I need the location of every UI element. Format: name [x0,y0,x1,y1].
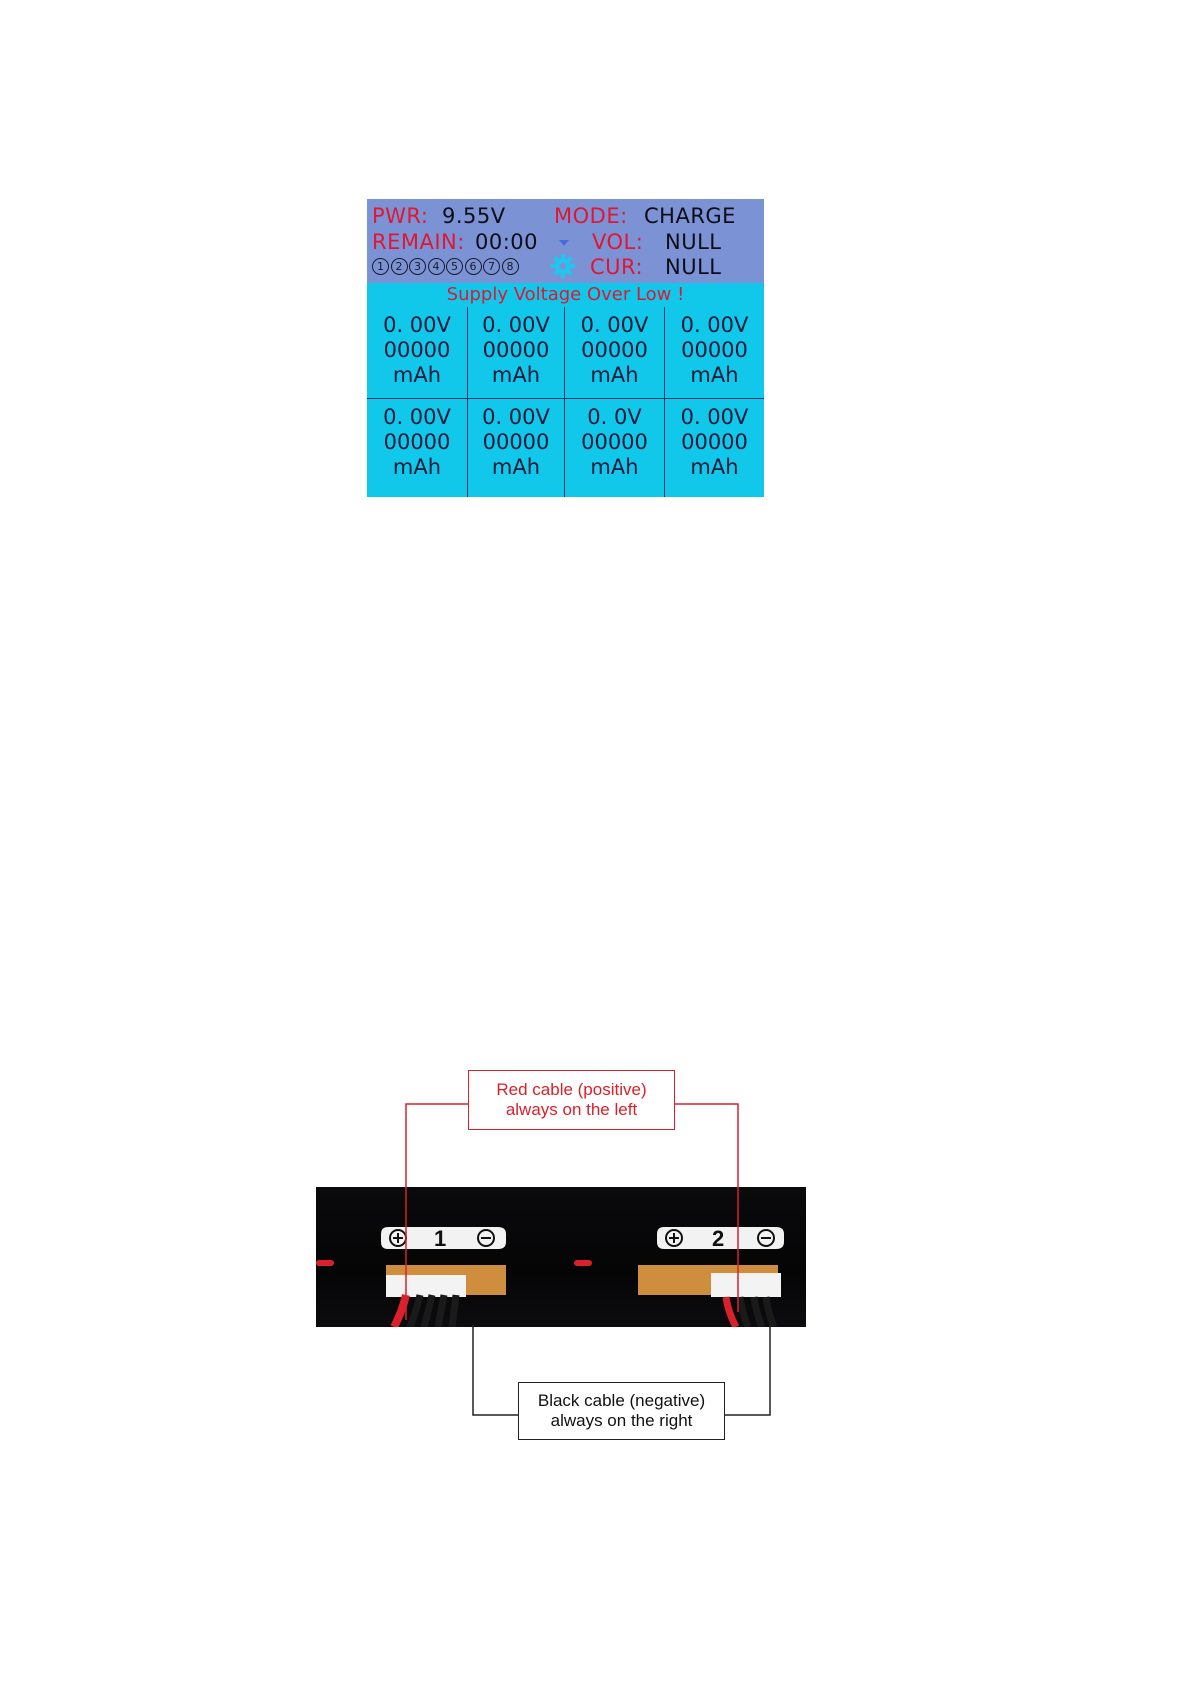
cell-2 [468,307,565,399]
port-1-plug [386,1275,466,1297]
cell-8 [665,399,764,497]
lcd-status-header [367,199,764,283]
cell-unit: mAh [491,363,541,387]
mode-value: CHARGE [644,204,736,228]
red-callout-line-2: always on the left [505,1100,638,1119]
red-cable-callout [468,1070,675,1130]
cell-grid [367,307,764,497]
vol-label: VOL: [592,230,644,254]
cell-unit: mAh [392,455,442,479]
channel-slot-8: 8 [502,258,519,275]
cell-voltage: 0. 00V [383,313,451,337]
port-1-number: 1 [434,1226,447,1251]
gear-icon [550,253,576,279]
black-callout-line-2: always on the right [550,1411,693,1430]
channel-slot-7: 7 [483,258,500,275]
pwr-label: PWR: [372,204,429,228]
black-cable-callout [518,1382,725,1440]
cell-capacity: 00000 [482,338,550,362]
cell-5 [367,399,468,497]
black-leader-left [473,1325,518,1415]
cell-capacity: 00000 [581,338,648,362]
cell-unit: mAh [690,363,739,387]
balance-connectors-illustration [316,1187,806,1327]
channel-slot-4: 4 [428,258,445,275]
supply-voltage-warning: Supply Voltage Over Low ! [446,284,685,305]
port-2-label-plate [657,1226,784,1251]
led-left [316,1260,334,1266]
cell-voltage: 0. 00V [482,405,550,429]
cell-1 [367,307,468,399]
dropdown-arrow-icon [557,237,571,249]
cell-voltage: 0. 00V [383,405,451,429]
cell-voltage: 0. 00V [680,313,749,337]
channel-slot-5: 5 [446,258,463,275]
cell-unit: mAh [690,455,739,479]
cur-value: NULL [665,255,722,279]
channel-slot-6: 6 [465,258,482,275]
vol-value: NULL [665,230,722,254]
cell-unit: mAh [590,455,639,479]
cur-label: CUR: [590,255,644,279]
channel-slot-1: 1 [372,258,389,275]
led-middle [574,1260,592,1266]
cell-capacity: 00000 [681,430,748,454]
red-callout-line-1: Red cable (positive) [496,1080,647,1099]
cell-unit: mAh [392,363,442,387]
remain-label: REMAIN: [372,230,465,254]
cell-unit: mAh [491,455,541,479]
balance-port-photo [316,1187,806,1327]
cell-capacity: 00000 [482,430,550,454]
cell-6 [468,399,565,497]
cell-voltage: 0. 00V [482,313,550,337]
pwr-value: 9.55V [442,204,506,228]
black-leader-right [725,1322,770,1415]
cell-3 [565,307,665,399]
cell-unit: mAh [590,363,639,387]
channel-slot-2: 2 [391,258,408,275]
cell-7 [565,399,665,497]
cell-capacity: 00000 [681,338,748,362]
cell-voltage: 0. 00V [680,405,749,429]
channel-slot-3: 3 [409,258,426,275]
port-1-label-plate [381,1226,506,1251]
channel-slot-indicators [372,258,520,275]
cell-capacity: 00000 [581,430,648,454]
black-callout-line-1: Black cable (negative) [537,1391,706,1410]
cell-voltage: 0. 0V [587,405,642,429]
remain-value: 00:00 [475,230,539,254]
cell-capacity: 00000 [383,338,451,362]
mode-label: MODE: [554,204,628,228]
port-2-number: 2 [712,1226,725,1251]
cell-4 [665,307,764,399]
charger-lcd-screen [367,199,764,497]
cell-capacity: 00000 [383,430,451,454]
port-2-plug [711,1273,781,1297]
cell-voltage: 0. 00V [580,313,649,337]
